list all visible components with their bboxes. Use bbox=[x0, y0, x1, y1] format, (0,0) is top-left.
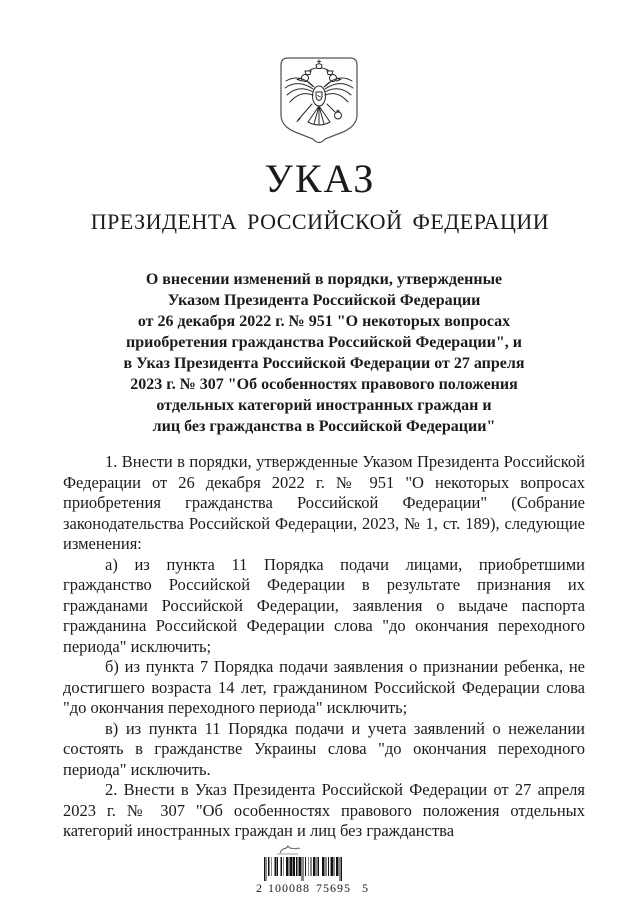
decree-title-line: 2023 г. № 307 "Об особенностях правового положения bbox=[130, 376, 518, 393]
decree-title-line: в Указ Президента Российской Федерации от 27 апреля bbox=[123, 355, 525, 372]
item-1: 1. Внести в порядки, утвержденные Указом Президента Российской Федерации от 26 декабря 2022 г. № 951 "О некоторых вопросах приобретения гражданства Российской Федерации" (Собрание законодательства Российской Федерации, 2023, № 1, ст. 189), следующие изменения: bbox=[63, 452, 585, 553]
barcode bbox=[256, 843, 368, 895]
item-2: 2. Внести в Указ Президента Российской Федерации от 27 апреля 2023 г. № 307 "Об особенностях правового положения отдельных категорий иностранных граждан и лиц без гражданства bbox=[63, 780, 585, 840]
barcode-digit-group: 2 bbox=[256, 881, 262, 895]
decree-title-line: от 26 декабря 2022 г. № 951 "О некоторых вопросах bbox=[137, 313, 511, 330]
item-1a: а) из пункта 11 Порядка подачи лицами, приобретшими гражданство Российской Федерации в результате признания их гражданами Российской Федерации, заявления о выдаче паспорта гражданина Российской Федерации слова "до окончания переходного периода" исключить; bbox=[63, 554, 585, 656]
handwritten-mark-icon bbox=[274, 843, 304, 856]
barcode-digit-group: 5 bbox=[362, 881, 368, 895]
barcode-digit-group: 75695 bbox=[316, 881, 351, 895]
decree-title-line: лиц без гражданства в Российской Федерации" bbox=[152, 418, 496, 435]
barcode-digit-group: 100088 bbox=[268, 881, 310, 895]
document-issuer: ПРЕЗИДЕНТА РОССИЙСКОЙ ФЕДЕРАЦИИ bbox=[90, 209, 550, 234]
decree-title-line: Указом Президента Российской Федерации bbox=[167, 292, 481, 309]
barcode-digits bbox=[256, 881, 368, 895]
barcode-bars bbox=[264, 857, 356, 881]
decree-title-line: О внесении изменений в порядки, утвержденные bbox=[145, 271, 503, 288]
decree-body bbox=[63, 452, 585, 842]
decree-title-line: приобретения гражданства Российской Федерации", и bbox=[126, 334, 522, 351]
decree-title-line: отдельных категорий иностранных граждан и bbox=[156, 397, 492, 414]
item-1b: б) из пункта 7 Порядка подачи заявления о признании ребенка, не достигшего возраста 14 лет, гражданином Российской Федерации слова "до окончания переходного периода" исключить; bbox=[63, 657, 585, 717]
decree-subject-heading bbox=[63, 269, 585, 437]
coat-of-arms-icon bbox=[279, 56, 359, 151]
document-type-title: УКАЗ bbox=[264, 156, 376, 201]
item-1c: в) из пункта 11 Порядка подачи и учета заявлений о нежелании состоять в гражданстве Украины слова "до окончания переходного периода" исключить. bbox=[63, 718, 585, 779]
